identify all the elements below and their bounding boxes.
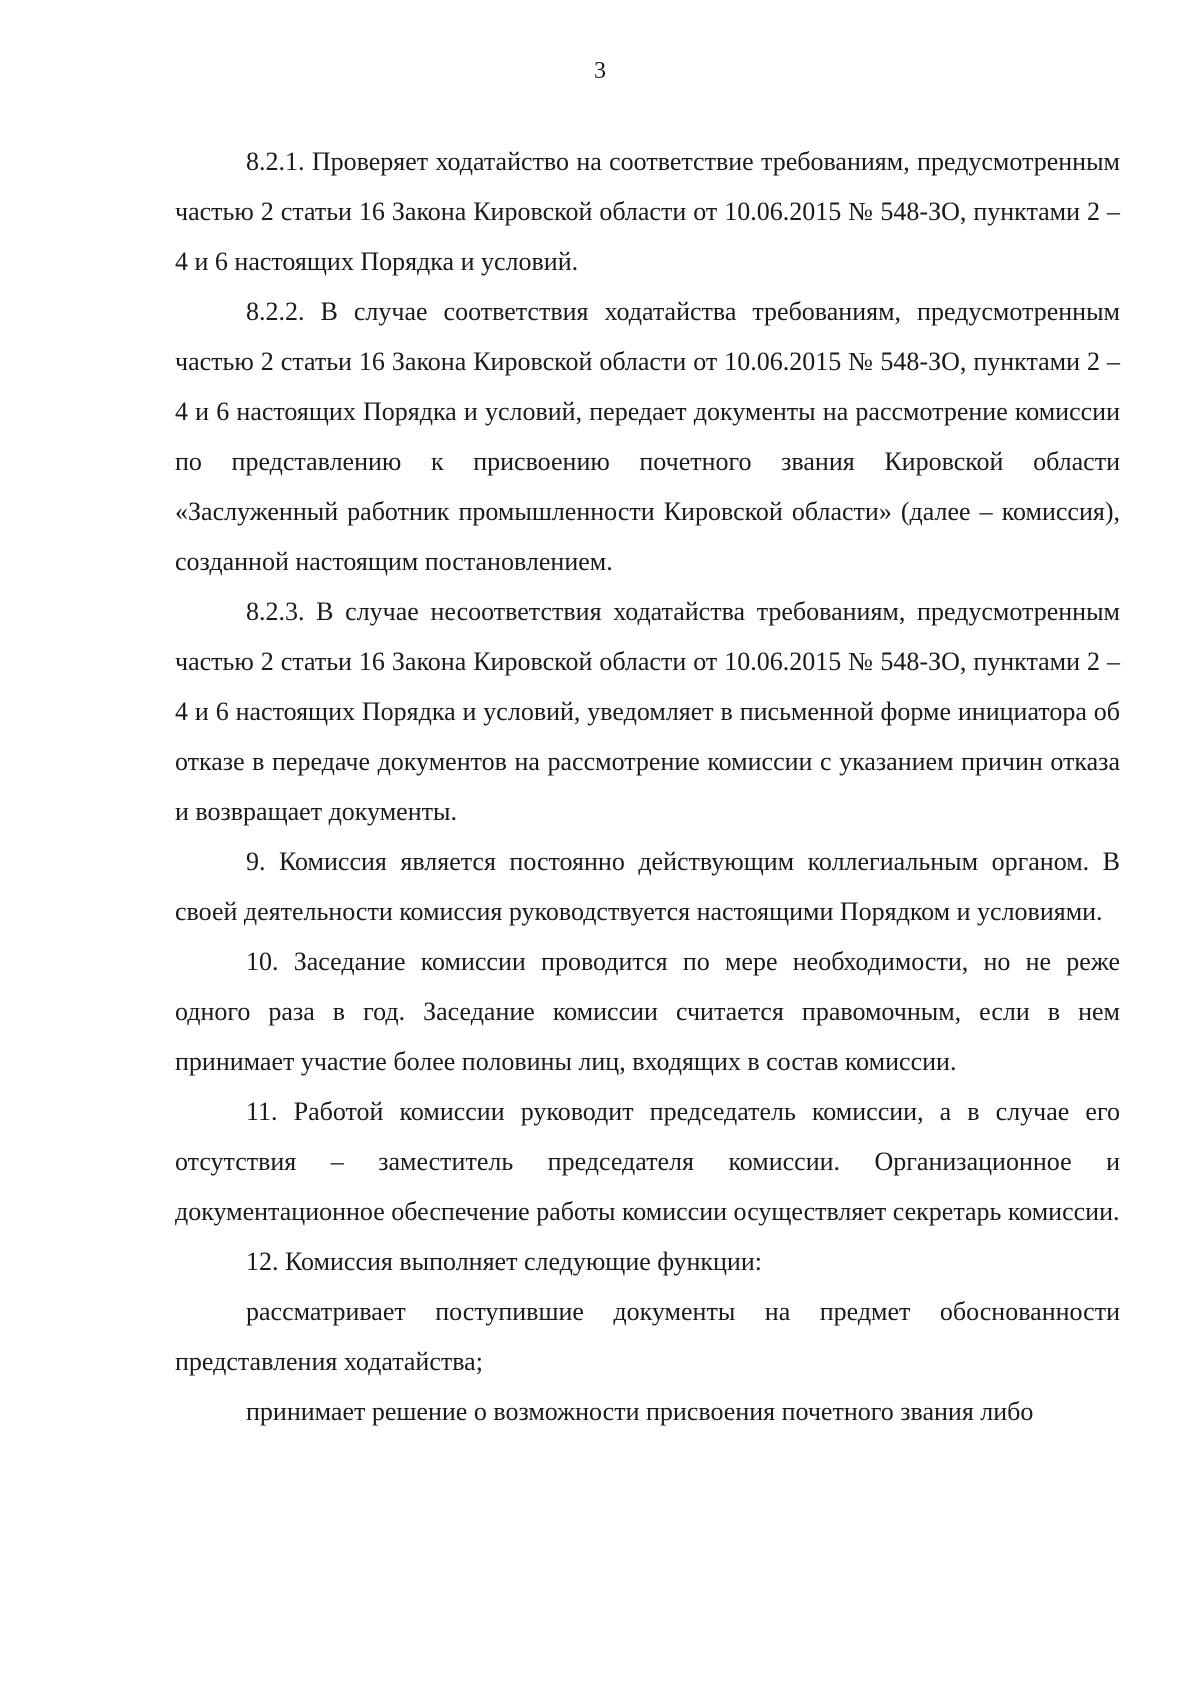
paragraph-10: 10. Заседание комиссии проводится по мере необходимости, но не реже одного раза в год. Заседание комиссии считается правомочным, если в нем принимает участие более половины лиц, входящих в состав комиссии. (175, 947, 1120, 1076)
paragraph-11: 11. Работой комиссии руководит председатель комиссии, а в случае его отсутствия – заместитель председателя комиссии. Организационное и документационное обеспечение работы комиссии осуществляет секретарь комиссии. (175, 1097, 1120, 1226)
paragraph-12: 12. Комиссия выполняет следующие функции: (246, 1247, 762, 1276)
document-body (175, 137, 1120, 1437)
paragraph-9: 9. Комиссия является постоянно действующим коллегиальным органом. В своей деятельности комиссия руководствуется настоящими Порядком и условиями. (175, 847, 1120, 926)
paragraph-8-2-2: 8.2.2. В случае соответствия ходатайства требованиям, предусмотренным частью 2 статьи 16 Закона Кировской области от 10.06.2015 № 548-ЗО, пунктами 2 – 4 и 6 настоящих Порядка и условий, передает документы на рассмотрение комиссии по представлению к присвоению почетного звания Кировской области «Заслуженный работник промышленности Кировской области» (далее – комиссия), созданной настоящим постановлением. (175, 297, 1120, 576)
paragraph-12-function-2: принимает решение о возможности присвоения почетного звания либо (246, 1397, 1034, 1426)
paragraph-12-function-1: рассматривает поступившие документы на предмет обоснованности представления ходатайства; (175, 1297, 1120, 1376)
paragraph-8-2-3: 8.2.3. В случае несоответствия ходатайства требованиям, предусмотренным частью 2 статьи 16 Закона Кировской области от 10.06.2015 № 548-ЗО, пунктами 2 – 4 и 6 настоящих Порядка и условий, уведомляет в письменной форме инициатора об отказе в передаче документов на рассмотрение комиссии с указанием причин отказа и возвращает документы. (175, 597, 1120, 826)
paragraph-8-2-1: 8.2.1. Проверяет ходатайство на соответствие требованиям, предусмотренным частью 2 статьи 16 Закона Кировской области от 10.06.2015 № 548-ЗО, пунктами 2 – 4 и 6 настоящих Порядка и условий. (175, 147, 1120, 276)
page-number: 3 (594, 58, 606, 84)
